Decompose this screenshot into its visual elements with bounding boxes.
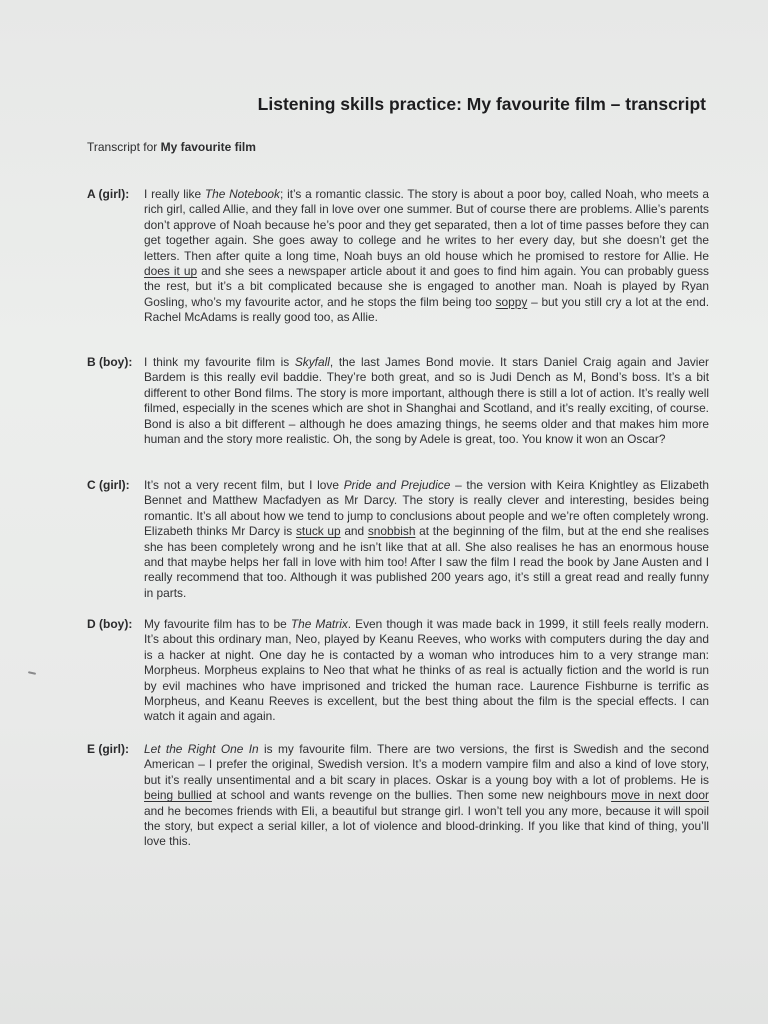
text-segment: It’s not a very recent film, but I love: [144, 478, 344, 492]
film-title: Skyfall: [294, 355, 330, 369]
text-segment: at the beginning of the film, but at the end she realises she has been completely wrong and he isn’t like that at all. She also realises he has an enormous house and that maybe helps her fall in love with him too! After I saw the film I read the book by Jane Austen and I really recommend that too. Although it was published 200 years ago, it’s still a great read and really funny in parts.: [144, 524, 709, 600]
speaker-label: B (boy):: [87, 355, 133, 369]
text-segment: and he becomes friends with Eli, a beautiful but strange girl. I won’t tell you any more, because it will spoil the story, but expect a serial killer, a lot of violence and blood-drinking. If you like that kind of thing, you’ll love this.: [144, 803, 709, 849]
text-segment: I really like: [144, 187, 205, 201]
speaker-label: E (girl):: [87, 742, 129, 756]
text-segment: ; it’s a romantic classic. The story is about a poor boy, called Noah, who meets a rich girl, called Allie, and they fall in love over one summer. But of course there are problems. Allie’s parents don’t approve of Noah because he’s poor and they get separated, then a lot of time passes before they can get together again. She goes away to college and he writes to her every day, but she doesn’t get the letters. Then after quite a long time, Noah buys an old house which he promised to restore for Allie. He: [144, 187, 709, 263]
text-segment: My favourite film has to be: [144, 617, 291, 631]
text-segment: is my favourite film. There are two versions, the first is Swedish and the second American – I prefer the original, Swedish version. It’s a modern vampire film and also a kind of love story, but it’s really unsentimental and a bit scary in places. Oskar is a young boy with a lot of problems. He is: [144, 742, 709, 787]
pen-mark: [28, 671, 36, 675]
underlined-phrase: snobbish: [367, 524, 416, 539]
text-segment: . Even though it was made back in 1999, it still feels really modern. It’s about this ordinary man, Neo, played by Keanu Reeves, who works with computers during the day and is a hacker at night. One day he is contacted by a woman who introduces him to a very strange man: Morpheus. Morpheus explains to Neo that what he thinks of as real is actually fiction and the world is run by evil machines who have imprisoned and tricked the human race. Laurence Fishburne is terrific as Morpheus, and Keanu Reeves is excellent, but the best thing about the film is the special effects. I can watch it again and again.: [144, 617, 709, 724]
entry-text: [144, 742, 709, 850]
film-title: The Notebook: [204, 187, 280, 201]
underlined-phrase: being bullied: [144, 788, 212, 803]
film-title: Pride and Prejudice: [343, 478, 451, 492]
subtitle-prefix: Transcript for: [87, 140, 161, 154]
entry-text: [144, 617, 709, 725]
document-title: Listening skills practice: My favourite film – transcript: [257, 94, 706, 114]
entry-text: [144, 355, 709, 447]
speaker-label: A (girl):: [87, 187, 130, 201]
text-segment: at school and wants revenge on the bullies. Then some new neighbours: [211, 788, 612, 803]
underlined-phrase: stuck up: [295, 524, 341, 539]
speaker-label: C (girl):: [87, 478, 130, 492]
underlined-phrase: soppy: [495, 294, 528, 309]
text-segment: – the version with Keira Knightley as Elizabeth Bennet and Matthew Macfadyen as Mr Darcy. The story is really clever and interesting, besides being romantic. It’s all about how we tend to jump to conclusions about people and we’re often completely wrong. Elizabeth thinks Mr Darcy is: [144, 478, 709, 539]
film-title: The Matrix: [290, 617, 348, 631]
text-segment: I think my favourite film is: [144, 355, 295, 369]
text-segment: – but you still cry a lot at the end. Rachel McAdams is really good too, as Allie.: [144, 294, 709, 325]
text-segment: , the last James Bond movie. It stars Daniel Craig again and Javier Bardem is this really evil baddie. They’re both great, and so is Judi Dench as M, Bond’s boss. It’s a bit different to other Bond films. The story is more important, although there is still a lot of action. It’s really well filmed, especially in the scenes which are shot in Shanghai and Scotland, and it’s really exciting, of course. Bond is also a bit different – although he does amazing things, he seems older and that makes him more human and the story more realistic. Oh, the song by Adele is great, too. You know it won an Oscar?: [144, 355, 709, 447]
transcript-subtitle: [87, 140, 256, 154]
entry-text: [144, 187, 709, 326]
subtitle-film-name: My favourite film: [160, 140, 256, 154]
text-segment: and: [340, 524, 368, 539]
underlined-phrase: move in next door: [611, 788, 709, 803]
film-title: Let the Right One In: [144, 742, 259, 756]
speaker-label: D (boy):: [87, 617, 133, 631]
underlined-phrase: does it up: [144, 264, 198, 279]
entry-text: [144, 478, 709, 601]
text-segment: and she sees a newspaper article about it and goes to find him again. You can probably guess the rest, but it’s a bit complicated because she is engaged to another man. Noah is played by Ryan Gosling, who’s my favourite actor, and he stops the film being too: [144, 264, 709, 309]
